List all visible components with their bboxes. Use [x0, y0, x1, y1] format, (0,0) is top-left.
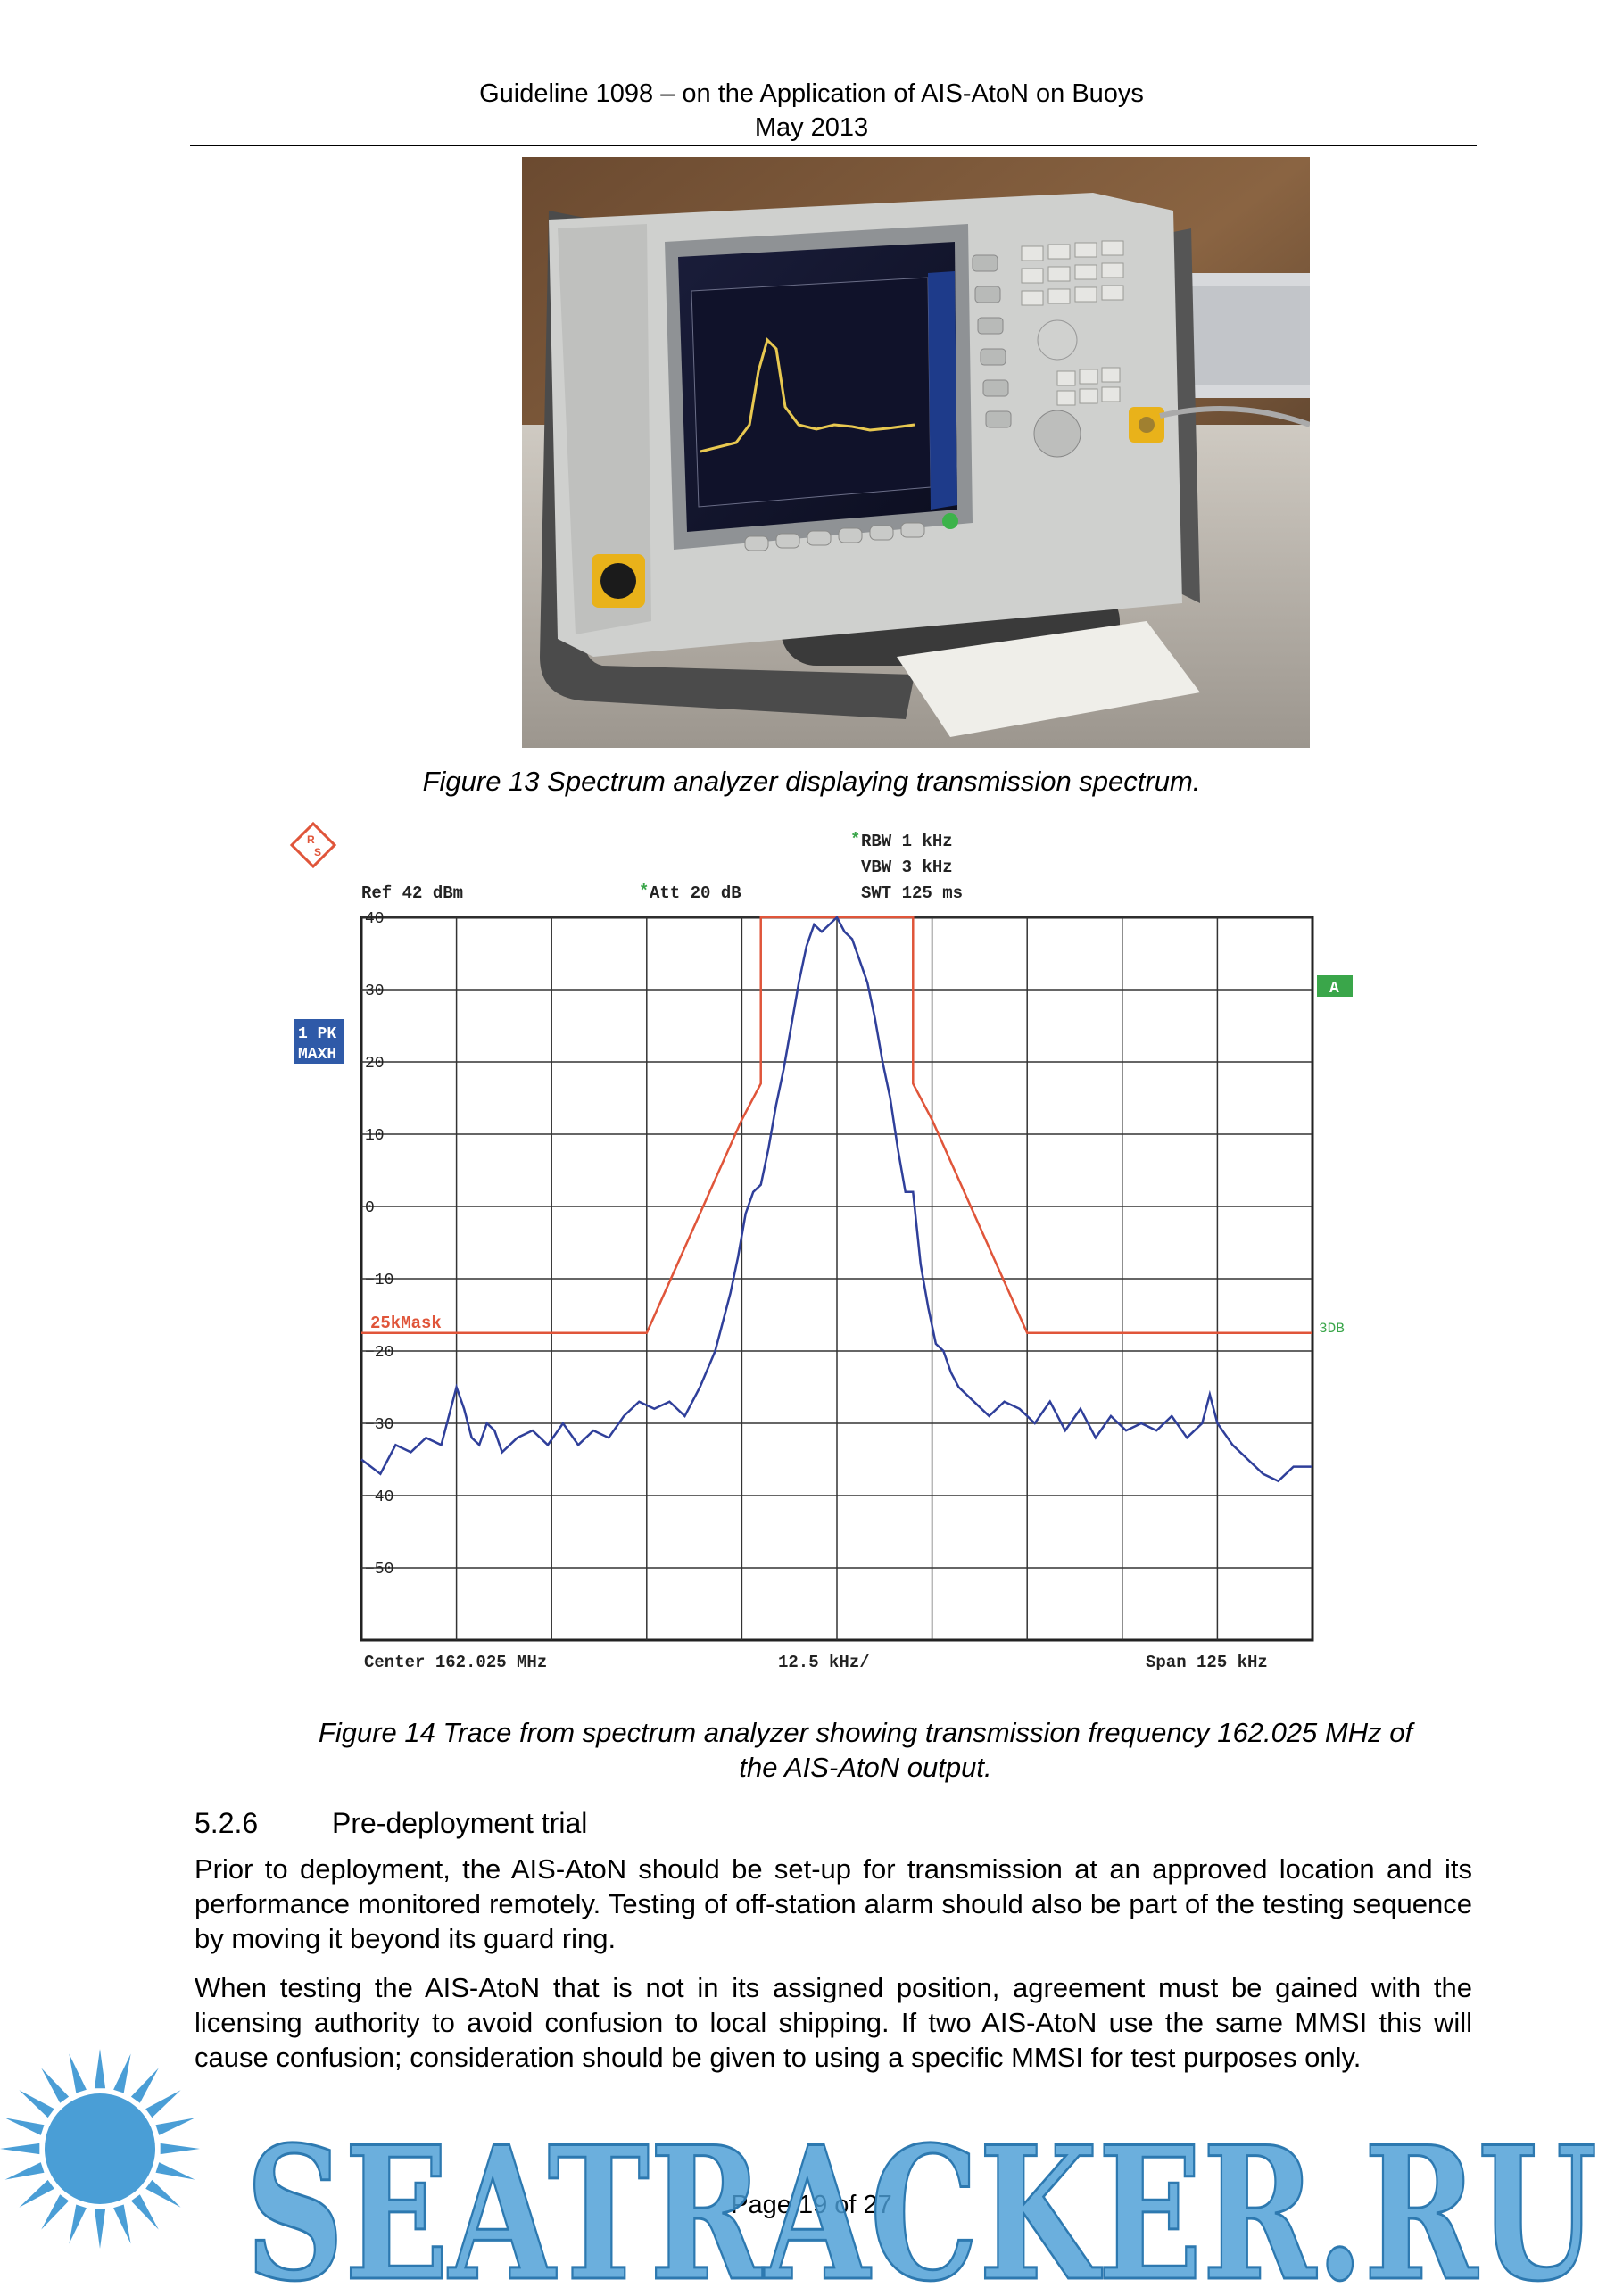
ref-level: Ref 42 dBm: [361, 883, 464, 903]
vbw-setting: VBW 3 kHz: [861, 858, 953, 877]
rbw-setting: RBW 1 kHz: [861, 832, 953, 851]
marker-3db-label: 3DB: [1319, 1321, 1345, 1337]
svg-text:*: *: [639, 882, 650, 901]
y-tick-label: 40: [365, 910, 385, 928]
y-tick-label: −20: [365, 1344, 394, 1362]
svg-text:R: R: [307, 833, 315, 846]
svg-text:S: S: [314, 846, 322, 858]
document-date: May 2013: [754, 113, 869, 142]
watermark-text: SEATRACKER.RU: [245, 2108, 1597, 2296]
paragraph: When testing the AIS-AtoN that is not in its assigned position, agreement must be gained with the licensing authority to avoid confusion to local shipping. If two AIS-AtoN use the same MMSI this will cause confusion; consideration should be given to using a specific MMSI for test purposes only.: [195, 1972, 1472, 2073]
figure-14-caption-line2: the AIS-AtoN output.: [739, 1752, 992, 1783]
y-tick-label: 10: [365, 1127, 385, 1145]
figure-13-caption: Figure 13 Spectrum analyzer displaying transmission spectrum.: [422, 766, 1201, 797]
spectrum-trace-chart: [286, 819, 1356, 1694]
trace-label-line2: MAXH: [298, 1046, 337, 1064]
figure-14-caption: [250, 1715, 1481, 1785]
rohde-schwarz-logo: [292, 824, 335, 866]
span-label: Span 125 kHz: [1146, 1653, 1268, 1672]
y-tick-label: 0: [365, 1199, 375, 1217]
header-divider: [190, 145, 1477, 146]
section-number: 5.2.6: [195, 1807, 259, 1839]
y-tick-label: −10: [365, 1272, 394, 1289]
page-number: Page 19 of 27: [731, 2191, 892, 2219]
y-tick-label: −30: [365, 1416, 394, 1434]
center-frequency: Center 162.025 MHz: [364, 1653, 548, 1672]
paragraph: Prior to deployment, the AIS-AtoN should be set-up for transmission at an approved location and its performance monitored remotely. Testing of off-station alarm should also be part of the testing sequence by moving it beyond its guard ring.: [195, 1853, 1472, 1954]
marker-a-label: A: [1329, 980, 1339, 998]
document-title: Guideline 1098 – on the Application of AIS-AtoN on Buoys: [479, 79, 1144, 108]
attenuation-setting: Att 20 dB: [650, 883, 741, 903]
trace-label: [294, 1019, 344, 1064]
y-tick-label: 20: [365, 1055, 385, 1073]
division-label: 12.5 kHz/: [778, 1653, 870, 1672]
spectrum-analyzer-photo: [522, 157, 1310, 748]
figure-14-caption-line1: Figure 14 Trace from spectrum analyzer showing transmission frequency 162.025 MHz of: [318, 1717, 1413, 1748]
y-tick-label: −40: [365, 1488, 394, 1506]
section-heading: [195, 1807, 587, 1840]
svg-text:*: *: [850, 830, 861, 850]
mask-label: 25kMask: [370, 1313, 442, 1333]
marker-a-badge: [1317, 975, 1353, 998]
trace-label-line1: 1 PK: [298, 1025, 337, 1043]
y-tick-label: 30: [365, 982, 385, 1000]
y-tick-label: −50: [365, 1561, 394, 1579]
page-header: [0, 77, 1623, 145]
spectrum-analyzer-illustration: [522, 157, 1310, 748]
swt-setting: SWT 125 ms: [861, 883, 964, 903]
watermark: [0, 2043, 1623, 2296]
section-title: Pre-deployment trial: [332, 1807, 588, 1839]
